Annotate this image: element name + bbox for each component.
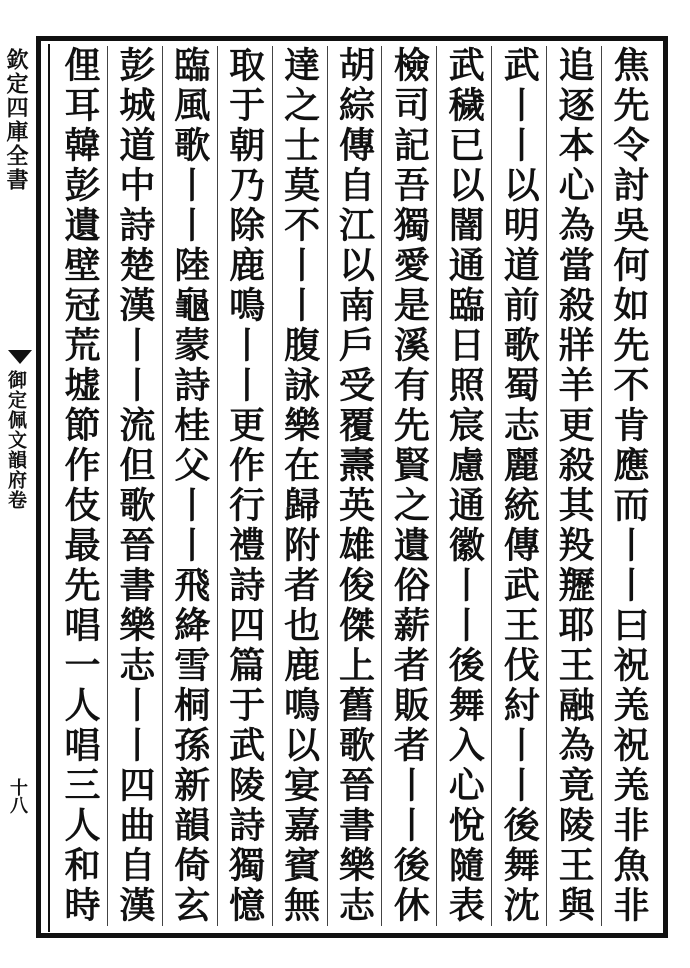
margin-column bbox=[2, 48, 32, 928]
text-column: 武穢已以闇通臨日照宸慮通徽丨丨後舞入心悅隨表 bbox=[436, 46, 491, 926]
fish-tail-mark-icon bbox=[8, 350, 32, 364]
text-column: 臨風歌丨丨陸龜蒙詩桂父丨丨飛絳雪桐孫新韻倚玄 bbox=[162, 46, 217, 926]
text-column: 彭城道中詩楚漢丨丨流但歌晉書樂志丨丨四曲自漢 bbox=[107, 46, 162, 926]
text-columns bbox=[52, 46, 656, 926]
text-column: 檢司記吾獨愛是溪有先賢之遺俗薪者販者丨丨後休 bbox=[381, 46, 436, 926]
page-number: 十八 bbox=[7, 778, 28, 814]
text-column: 武丨丨以明道前歌蜀志麗統傳武王伐紂丨丨後舞沈 bbox=[491, 46, 546, 926]
text-column: 焦先令討吳何如先不肯應而丨丨曰祝𦍑祝𦍑非魚非 bbox=[601, 46, 656, 926]
text-column: 達之士莫不丨丨腹詠樂在歸附者也鹿鳴以宴嘉賓無 bbox=[272, 46, 327, 926]
text-column: 俚耳韓彭遺壁冠荒墟節作伎最先唱一人唱三人和時 bbox=[58, 46, 101, 926]
book-title: 欽定四庫全書 bbox=[3, 48, 29, 192]
text-column: 取于朝乃除鹿鳴丨丨更作行禮詩四篇于武陵詩獨憶 bbox=[217, 46, 272, 926]
text-column: 追逐本心為當殺牂羊更殺其羖䍽耶王融為竟陵王與 bbox=[546, 46, 601, 926]
frame-inner-rule bbox=[48, 44, 50, 932]
volume-title: 御定佩文韻府卷 bbox=[5, 370, 27, 510]
text-column: 胡綜傳自江以南戶受覆燾英雄俊傑上舊歌晉書樂志 bbox=[327, 46, 382, 926]
